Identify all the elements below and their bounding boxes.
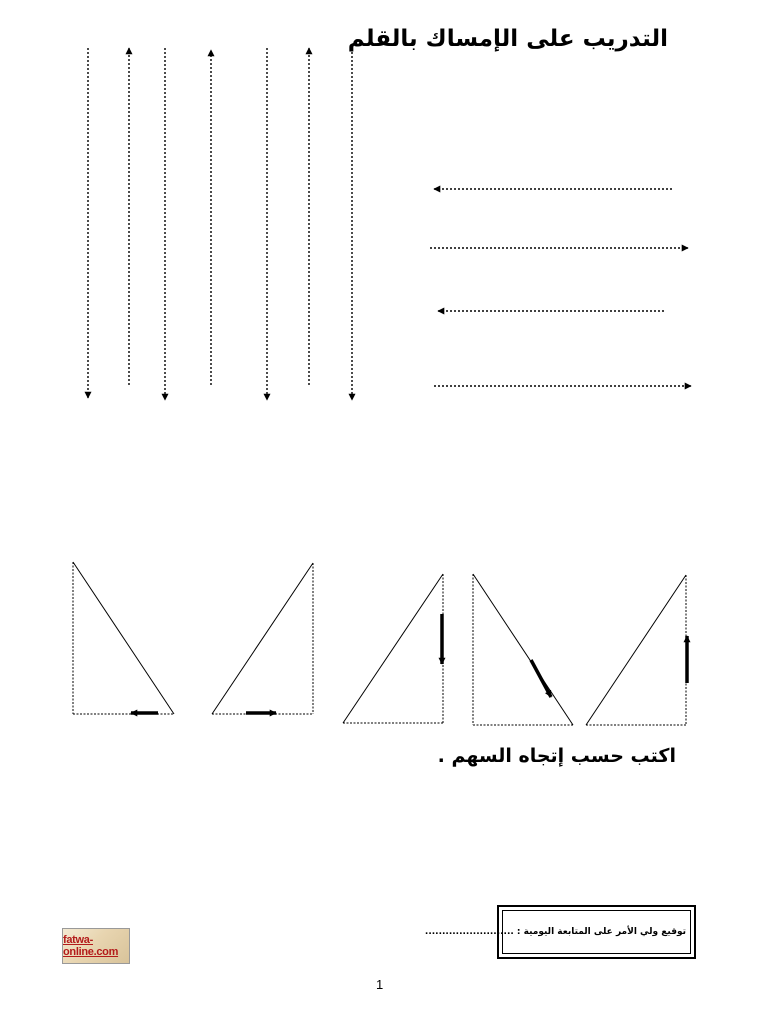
parent-signature-box bbox=[424, 905, 696, 959]
instruction-text: اكتب حسب إتجاه السهم . bbox=[437, 745, 676, 767]
triangle-2[interactable] bbox=[212, 563, 313, 714]
triangle-exercises bbox=[73, 562, 686, 725]
arrow-down-right-icon bbox=[531, 660, 551, 697]
triangle-4[interactable] bbox=[473, 574, 573, 725]
page-number: 1 bbox=[376, 977, 384, 992]
horizontal-tracing-lines bbox=[430, 189, 691, 386]
parent-signature-field[interactable] bbox=[424, 910, 691, 954]
triangle-1[interactable] bbox=[73, 562, 174, 714]
site-logo[interactable] bbox=[62, 928, 130, 964]
parent-signature-label: توقيع ولي الأمر على المتابعة اليومية : .......................... bbox=[424, 927, 686, 937]
triangle-5[interactable] bbox=[586, 575, 686, 725]
page-title: التدريب على الإمساك بالقلم bbox=[347, 26, 668, 52]
logo-text: fatwa-online.com bbox=[63, 934, 119, 958]
vertical-tracing-lines bbox=[88, 48, 352, 400]
triangle-3[interactable] bbox=[343, 574, 443, 723]
